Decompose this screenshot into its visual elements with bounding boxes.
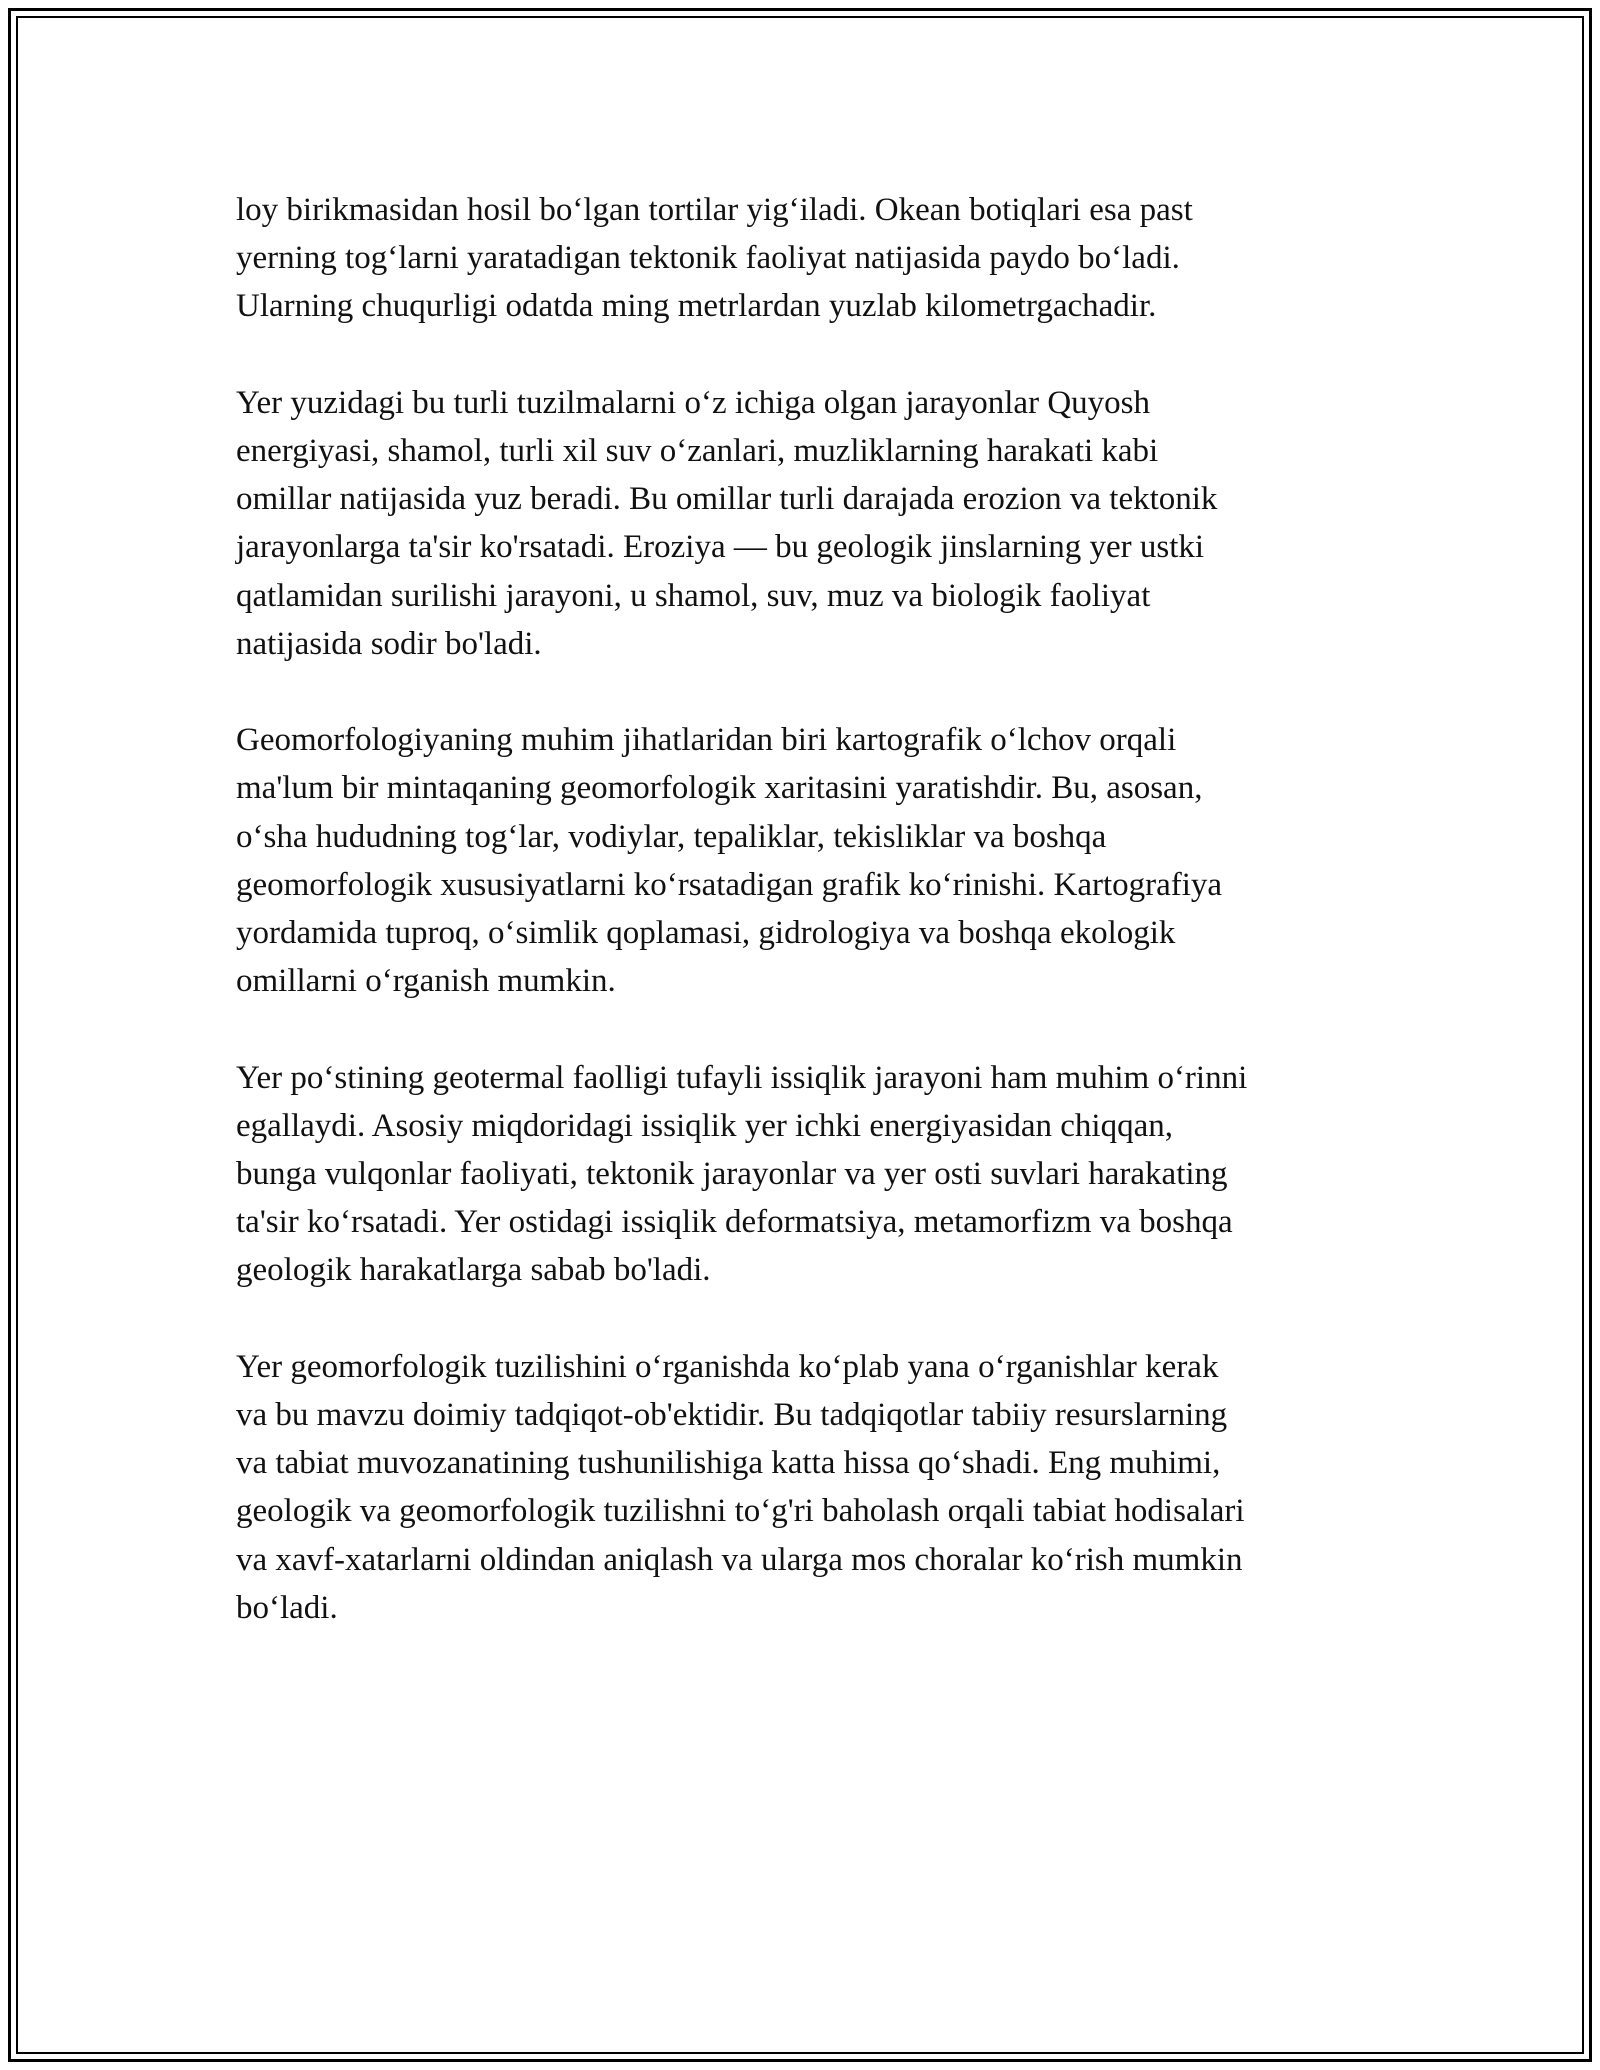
text-line: omillarni o‘rganish mumkin. [236,963,616,1000]
text-line: geomorfologik xususiyatlarni ko‘rsatadigan grafik ko‘rinishi. Kartografiya [236,866,1223,903]
paragraph-4 [236,1054,1386,1295]
text-line: egallaydi. Asosiy miqdoridagi issiqlik yer ichki energiyasidan chiqqan, [236,1107,1173,1144]
text-line: jarayonlarga ta'sir ko'rsatadi. Eroziya — bu geologik jinslarning yer ustki [236,529,1205,566]
text-line: energiyasi, shamol, turli xil suv o‘zanlari, muzliklarning harakati kabi [236,433,1159,469]
text-line: qatlamidan surilishi jarayoni, u shamol, suv, muz va biologik faoliyat [236,577,1151,614]
text-line: o‘sha hududning tog‘lar, vodiylar, tepaliklar, tekisliklar va boshqa [236,818,1107,855]
text-line: bo‘ladi. [236,1589,338,1626]
paragraph-5 [236,1343,1386,1632]
text-line: ma'lum bir mintaqaning geomorfologik xaritasini yaratishdir. Bu, asosan, [236,770,1203,807]
text-line: Yer po‘stining geotermal faolligi tufayli issiqlik jarayoni ham muhim o‘rinni [236,1059,1248,1096]
text-line: yordamida tuproq, o‘simlik qoplamasi, gidrologiya va boshqa ekologik [236,915,1176,952]
text-line: Yer yuzidagi bu turli tuzilmalarni o‘z ichiga olgan jarayonlar Quyosh [236,384,1150,421]
text-line: bunga vulqonlar faoliyati, tektonik jarayonlar va yer osti suvlari harakating [236,1156,1228,1193]
text-line: omillar natijasida yuz beradi. Bu omillar turli darajada erozion va tektonik [236,481,1218,518]
text-line: loy birikmasidan hosil bo‘lgan tortilar yig‘iladi. Okean botiqlari esa past [236,192,1193,228]
text-line: va xavf-xatarlarni oldindan aniqlash va ularga mos choralar ko‘rish mumkin [236,1541,1243,1578]
text-line: Yer geomorfologik tuzilishini o‘rganishda ko‘plab yana o‘rganishlar kerak [236,1348,1219,1385]
text-line: va bu mavzu doimiy tadqiqot-ob'ektidir. Bu tadqiqotlar tabiiy resurslarning [236,1397,1228,1434]
text-line: natijasida sodir bo'ladi. [236,625,542,662]
text-line: geologik harakatlarga sabab bo'ladi. [236,1252,711,1289]
text-line: Ularning chuqurligi odatda ming metrlardan yuzlab kilometrgachadir. [236,288,1157,325]
paragraph-1 [236,186,1386,331]
document-body [236,186,1386,1680]
text-line: va tabiat muvozanatining tushunilishiga katta hissa qo‘shadi. Eng muhimi, [236,1445,1221,1482]
text-line: ta'sir ko‘rsatadi. Yer ostidagi issiqlik deformatsiya, metamorfizm va boshqa [236,1204,1233,1241]
text-line: geologik va geomorfologik tuzilishni to‘g'ri baholash orqali tabiat hodisalari [236,1493,1245,1530]
paragraph-3 [236,716,1386,1005]
paragraph-2 [236,379,1386,668]
text-line: Geomorfologiyaning muhim jihatlaridan biri kartografik o‘lchov orqali [236,722,1177,759]
text-line: yerning tog‘larni yaratadigan tektonik faoliyat natijasida paydo bo‘ladi. [236,240,1180,277]
